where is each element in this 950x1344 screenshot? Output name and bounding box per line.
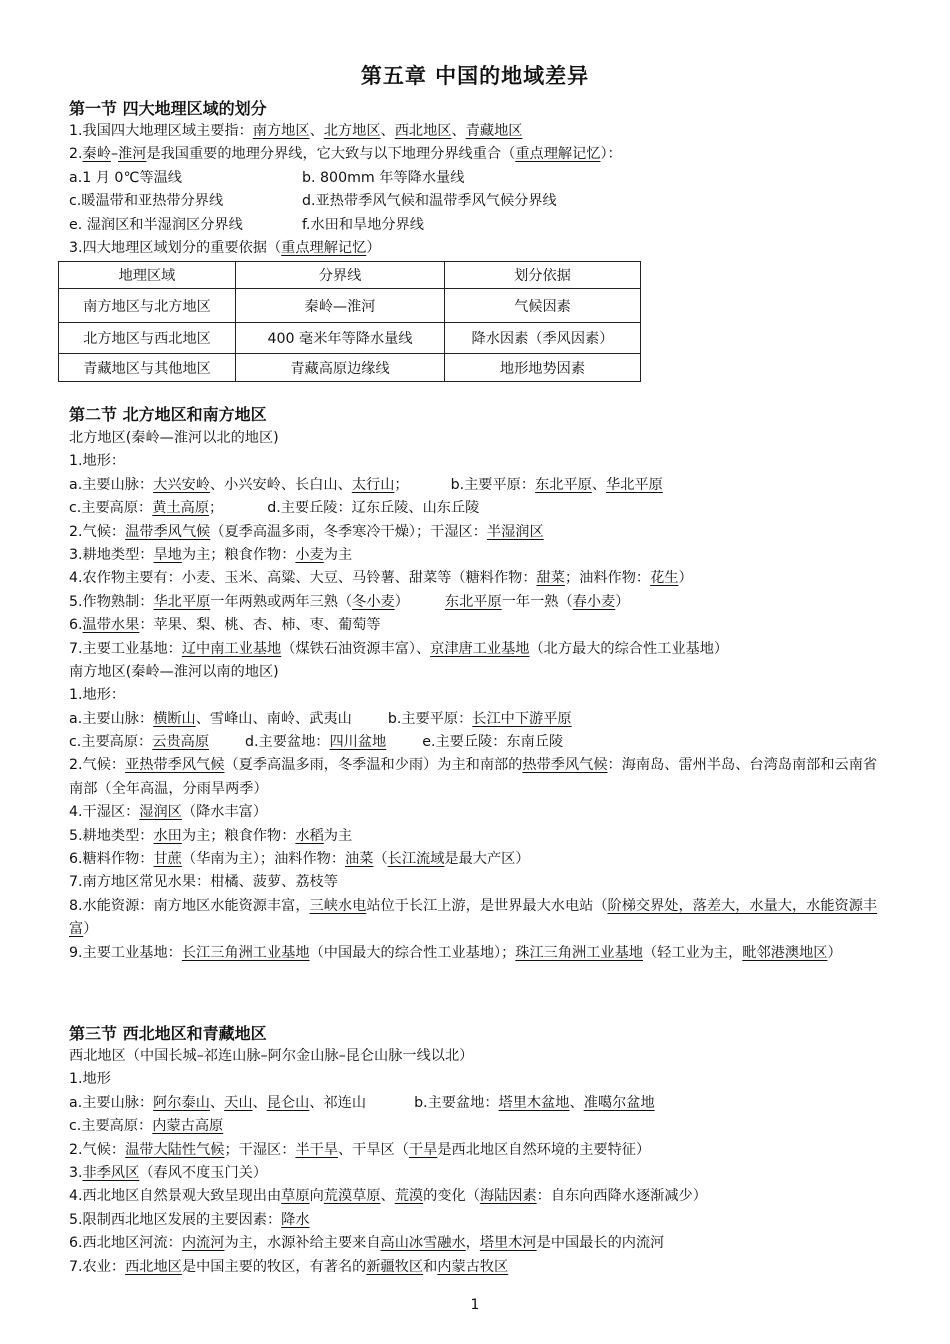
text-line: 4.农作物主要有：小麦、玉米、高粱、大豆、马铃薯、甜菜等（糖料作物：甜菜；油料作物：花生）: [69, 570, 693, 587]
chapter-title: 第五章 中国的地域差异: [360, 64, 590, 88]
text-line: a.1 月 0℃等温线 b. 800mm 年等降水量线: [69, 169, 465, 186]
table-cell: 北方地区与西北地区: [59, 323, 236, 354]
text-line: e. 湿润区和半湿润区分界线 f.水田和旱地分界线: [69, 216, 424, 233]
text-line: 3.非季风区（春风不度玉门关）: [69, 1164, 268, 1181]
text-line: 2.秦岭–淮河是我国重要的地理分界线，它大致与以下地理分界线重合（重点理解记忆）：: [69, 146, 622, 163]
section-3-body: [69, 1045, 889, 1279]
text-line: c.主要高原：内蒙古高原: [69, 1118, 224, 1135]
text-line: a.主要山脉：大兴安岭、小兴安岭、长白山、太行山； b.主要平原：东北平原、华北平原: [69, 476, 663, 493]
text-line: 6.西北地区河流：内流河为主，水源补给主要来自高山冰雪融水，塔里木河是中国最长的内流河: [69, 1235, 665, 1252]
text-line: 3.耕地类型：旱地为主；粮食作物：小麦为主: [69, 546, 353, 563]
section-1-body: [69, 120, 889, 260]
text-line: 5.限制西北地区发展的主要因素：降水: [69, 1211, 310, 1228]
text-line: c.暖温带和亚热带分界线 d.亚热带季风气候和温带季风气候分界线: [69, 193, 557, 210]
text-line: c.主要高原：黄土高原； d.主要丘陵：辽东丘陵、山东丘陵: [69, 500, 480, 517]
text-line: 西北地区（中国长城–祁连山脉–阿尔金山脉–昆仑山脉一线以北）: [69, 1048, 474, 1064]
region-division-table: [58, 261, 641, 382]
text-line: 6.温带水果：苹果、梨、桃、杏、柿、枣、葡萄等: [69, 617, 381, 634]
text-line: 4.干湿区：湿润区（降水丰富）: [69, 804, 268, 821]
table-cell: 秦岭—淮河: [236, 289, 445, 323]
table-cell: 400 毫米年等降水量线: [236, 323, 445, 354]
text-line: 2.气候：温带大陆性气候；干湿区：半干旱、干旱区（干旱是西北地区自然环境的主要特征）: [69, 1141, 651, 1158]
text-line: 南方地区(秦岭—淮河以南的地区): [69, 663, 279, 680]
table-header-cell: 划分依据: [445, 262, 641, 289]
page-number: 1: [470, 1297, 480, 1313]
text-line: 1.地形：: [69, 453, 126, 470]
text-line: 7.南方地区常见水果：柑橘、菠萝、荔枝等: [69, 874, 338, 891]
table-row: [59, 354, 641, 382]
text-line: 7.主要工业基地：辽中南工业基地（煤铁石油资源丰富）、京津唐工业基地（北方最大的综合性工业基地）: [69, 640, 729, 657]
section-2-body: [69, 427, 889, 965]
table-header-row: [59, 262, 641, 289]
table-row: [59, 323, 641, 354]
table-cell: 气候因素: [445, 289, 641, 323]
text-line: 2.气候：温带季风气候（夏季高温多雨，冬季寒冷干燥）；干湿区：半湿润区: [69, 523, 544, 540]
text-line: 3.四大地理区域划分的重要依据（重点理解记忆）: [69, 239, 381, 256]
text-line: 9.主要工业基地：长江三角洲工业基地（中国最大的综合性工业基地）；珠江三角洲工业基地（轻工业为主，毗邻港澳地区）: [69, 944, 842, 961]
text-line: a.主要山脉：横断山、雪峰山、南岭、武夷山 b.主要平原：长江中下游平原: [69, 710, 572, 727]
section-1-heading: 第一节 四大地理区域的划分: [69, 99, 267, 118]
text-line: 6.糖料作物：甘蔗（华南为主）；油料作物：油菜（长江流域是最大产区）: [69, 851, 530, 868]
table-cell: 青藏高原边缘线: [236, 354, 445, 382]
text-line: 1.地形: [69, 1071, 111, 1088]
text-line: c.主要高原：云贵高原 d.主要盆地：四川盆地 e.主要丘陵：东南丘陵: [69, 734, 564, 751]
text-line: 5.作物熟制：华北平原一年两熟或两年三熟（冬小麦） 东北平原一年一熟（春小麦）: [69, 593, 630, 610]
table-cell: 地形地势因素: [445, 354, 641, 382]
section-2-heading: 第二节 北方地区和南方地区: [69, 405, 267, 424]
text-line: 5.耕地类型：水田为主；粮食作物：水稻为主: [69, 827, 353, 844]
table-header-cell: 分界线: [236, 262, 445, 289]
text-line: 8.水能资源：南方地区水能资源丰富，三峡水电站位于长江上游，是世界最大水电站（阶梯交界处，落差大，水量大，水能资源丰富）: [69, 897, 878, 938]
table-cell: 南方地区与北方地区: [59, 289, 236, 323]
section-3-heading: 第三节 西北地区和青藏地区: [69, 1024, 267, 1043]
text-line: 北方地区(秦岭—淮河以北的地区): [69, 430, 279, 446]
table-row: [59, 289, 641, 323]
table-cell: 青藏地区与其他地区: [59, 354, 236, 382]
table-header-cell: 地理区域: [59, 262, 236, 289]
text-line: 1.地形：: [69, 687, 126, 704]
text-line: 1.我国四大地理区域主要指：南方地区、北方地区、西北地区、青藏地区: [69, 123, 523, 139]
text-line: a.主要山脉：阿尔泰山、天山、昆仑山、祁连山 b.主要盆地：塔里木盆地、准噶尔盆地: [69, 1094, 655, 1111]
table-cell: 降水因素（季风因素）: [445, 323, 641, 354]
text-line: 2.气候：亚热带季风气候（夏季高温多雨，冬季温和少雨）为主和南部的热带季风气候：海南岛、雷州半岛、台湾岛南部和云南省南部（全年高温，分雨旱两季）: [69, 757, 878, 797]
text-line: 7.农业：西北地区是中国主要的牧区，有著名的新疆牧区和内蒙古牧区: [69, 1258, 509, 1275]
text-line: 4.西北地区自然景观大致呈现出由草原向荒漠草原、荒漠的变化（海陆因素：自东向西降水逐渐减少）: [69, 1188, 707, 1205]
